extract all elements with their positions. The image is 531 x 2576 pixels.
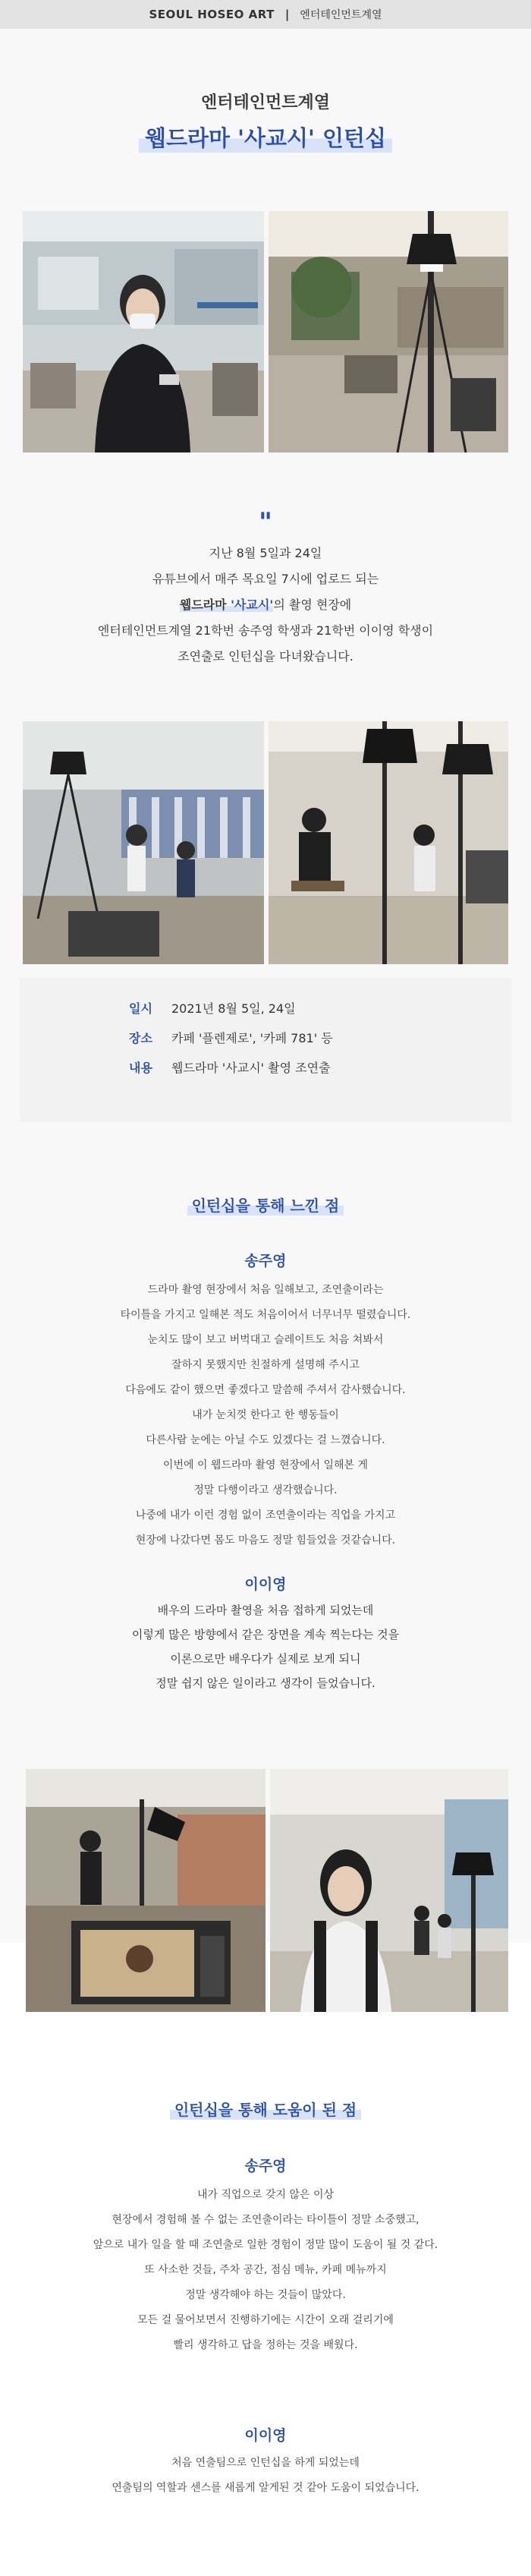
reflection-line: 눈치도 많이 보고 버벅대고 슬레이트도 처음 쳐봐서 bbox=[147, 1334, 384, 1346]
reflection-line: 배우의 드라마 촬영을 처음 접하게 되었는데 bbox=[157, 1603, 374, 1617]
photo-intern-standing bbox=[270, 1769, 508, 2012]
benefit-line: 또 사소한 것들, 주차 공간, 점심 메뉴, 카페 메뉴까지 bbox=[144, 2264, 387, 2276]
reflection-line: 이렇게 많은 방향에서 같은 장면을 계속 찍는다는 것을 bbox=[131, 1628, 400, 1641]
reflection-line: 정말 다행이라고 생각했습니다. bbox=[193, 1484, 338, 1496]
photo-filming-set bbox=[23, 721, 264, 964]
reflection-line: 내가 눈치껏 한다고 한 행동들이 bbox=[192, 1409, 339, 1421]
benefit-paragraph bbox=[0, 2183, 531, 2358]
reflection-line: 현장에 나갔다면 몸도 마음도 정말 힘들었을 것같습니다. bbox=[135, 1534, 396, 1547]
person-name: 이이영 bbox=[244, 1576, 287, 1593]
section-title-impressions: 인턴십을 통해 느낀 점 bbox=[187, 1193, 344, 1215]
reflection-line: 다음에도 같이 했으면 좋겠다고 말씀해 주셔서 감사했습니다. bbox=[125, 1384, 406, 1396]
info-value: 2021년 8월 5일, 24일 bbox=[171, 1001, 296, 1016]
intro-text bbox=[0, 541, 531, 670]
photo-monitor-set bbox=[26, 1769, 266, 2012]
school-name: SEOUL HOSEO ART bbox=[149, 8, 275, 21]
topbar-department: 엔터테인먼트계열 bbox=[300, 9, 382, 21]
intro-line: 유튜브에서 매주 목요일 7시에 업로드 되는 bbox=[152, 572, 379, 586]
benefit-line: 연출팀의 역할과 센스를 새롭게 알게된 것 같아 도움이 되었습니다. bbox=[112, 2482, 419, 2494]
topbar-separator: | bbox=[284, 8, 290, 21]
reflection-paragraph bbox=[0, 1278, 531, 1553]
person-name: 이이영 bbox=[244, 2427, 287, 2444]
benefit-line: 모든 걸 물어보면서 진행하기에는 시간이 오래 걸리기에 bbox=[137, 2314, 394, 2326]
benefit-line: 내가 직업으로 갖지 않은 이상 bbox=[196, 2189, 335, 2201]
reflection-line: 정말 쉽지 않은 일이라고 생각이 들었습니다. bbox=[156, 1676, 375, 1690]
info-key: 내용 bbox=[129, 1061, 152, 1075]
info-row-date bbox=[129, 999, 296, 1017]
top-bar bbox=[0, 0, 531, 29]
section-title-benefits: 인턴십을 통해 도움이 된 점 bbox=[170, 2098, 361, 2120]
intro-line: 엔터테인먼트계열 21학번 송주영 학생과 21학번 이이영 학생이 bbox=[97, 623, 434, 638]
benefit-paragraph bbox=[0, 2451, 531, 2501]
drama-title: '사교시' bbox=[231, 597, 274, 612]
person-name: 송주영 bbox=[244, 1253, 287, 1269]
person-name: 송주영 bbox=[244, 2158, 287, 2174]
intro-line bbox=[0, 592, 531, 618]
intro-line: 조연출로 인턴십을 다녀왔습니다. bbox=[178, 649, 353, 664]
benefit-line: 처음 연출팀으로 인턴십을 하게 되었는데 bbox=[171, 2457, 360, 2469]
benefit-line: 정말 생각해야 하는 것들이 많았다. bbox=[185, 2289, 346, 2301]
photo-set-lighting bbox=[269, 211, 508, 452]
photo-actor-seated bbox=[269, 721, 508, 964]
photo-intern-portrait bbox=[23, 211, 264, 452]
reflection-line: 타이틀을 가지고 일해본 적도 처음이어서 너무너무 떨렸습니다. bbox=[120, 1309, 411, 1321]
benefit-line: 현장에서 경험해 볼 수 없는 조연출이라는 타이틀이 정말 소중했고, bbox=[112, 2214, 419, 2226]
page-title: 웹드라마 '사교시' 인턴십 bbox=[139, 121, 392, 153]
reflection-line: 드라마 촬영 현장에서 처음 일해보고, 조연출이라는 bbox=[147, 1284, 384, 1296]
intro-drama-label: 웹드라마 bbox=[179, 597, 231, 612]
reflection-line: 이론으로만 배우다가 실제로 보게 되니 bbox=[170, 1652, 361, 1666]
reflection-paragraph bbox=[0, 1598, 531, 1695]
department-title: 엔터테인먼트계열 bbox=[200, 93, 331, 112]
reflection-line: 나중에 내가 이런 경험 없이 조연출이라는 직업을 가지고 bbox=[135, 1509, 396, 1521]
quote-mark: " bbox=[259, 507, 272, 538]
reflection-line: 잘하지 못했지만 친절하게 설명해 주시고 bbox=[171, 1359, 360, 1371]
intro-line: 지난 8월 5일과 24일 bbox=[209, 546, 322, 560]
benefit-line: 앞으로 내가 일을 할 때 조연출로 일한 경험이 정말 많이 도움이 될 것 같다. bbox=[93, 2239, 438, 2251]
reflection-line: 이번에 이 웹드라마 촬영 현장에서 일해본 게 bbox=[162, 1459, 369, 1471]
reflection-line: 다른사람 눈에는 아닐 수도 있겠다는 걸 느꼈습니다. bbox=[146, 1434, 385, 1446]
info-row-content bbox=[129, 1058, 331, 1076]
info-key: 일시 bbox=[129, 1001, 152, 1016]
info-value: 카페 '플렌제로', '카페 781' 등 bbox=[171, 1031, 333, 1045]
benefit-line: 빨리 생각하고 답을 정하는 것을 배웠다. bbox=[173, 2339, 358, 2351]
info-value: 웹드라마 '사교시' 촬영 조연출 bbox=[171, 1061, 331, 1075]
intro-line-end: 의 촬영 현장에 bbox=[273, 597, 352, 612]
info-key: 장소 bbox=[129, 1031, 152, 1045]
info-row-location bbox=[129, 1029, 333, 1046]
